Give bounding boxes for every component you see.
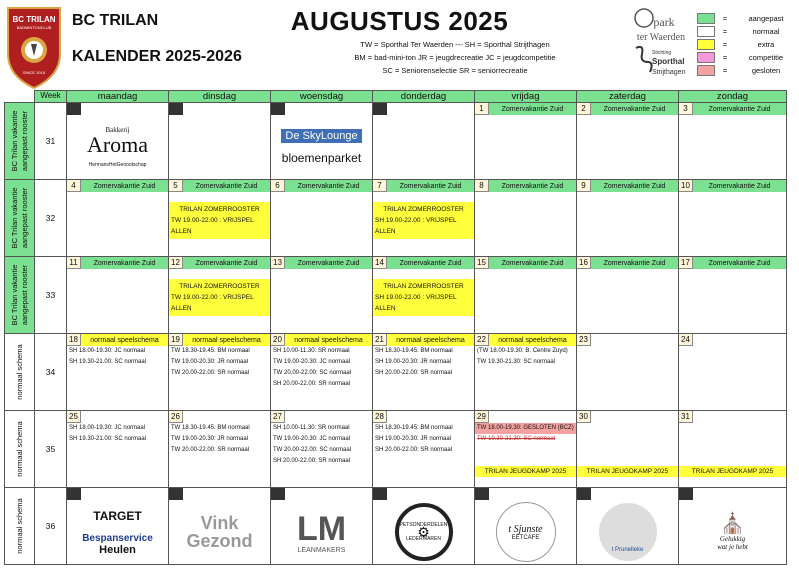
legend-row: = normaal <box>697 25 797 38</box>
week-number: 33 <box>35 257 67 334</box>
day-cell[interactable] <box>169 103 271 180</box>
closed-notice: TW 18.00-19.30: GESLOTEN (BCZ) <box>475 423 576 434</box>
day-cell[interactable] <box>373 488 475 565</box>
day-cell[interactable]: 14 Zomervakantie Zuid TRILAN ZOMERROOSTER SH 19.00-22.00 : VRIJSPEL ALLEN <box>373 257 475 334</box>
week-number: 36 <box>35 488 67 565</box>
day-cell[interactable] <box>67 103 169 180</box>
week-number: 34 <box>35 334 67 411</box>
svg-text:ter Waerden: ter Waerden <box>636 32 686 43</box>
svg-text:Strijthagen: Strijthagen <box>652 69 686 76</box>
schedule-type-label <box>5 257 35 334</box>
legend-swatch <box>697 65 715 76</box>
svg-text:Stichting: Stichting <box>652 50 672 56</box>
extra-event: TRILAN ZOMERROOSTER TW 19.00-22.00 : VRIJSPEL ALLEN <box>169 279 270 316</box>
day-cell[interactable]: 10 Zomervakantie Zuid <box>679 180 787 257</box>
day-cell[interactable]: 23 <box>577 334 679 411</box>
day-cell[interactable]: 4 Zomervakantie Zuid <box>67 180 169 257</box>
day-cell[interactable]: 2 Zomervakantie Zuid <box>577 103 679 180</box>
legend-row: = aangepast <box>697 12 797 25</box>
side-label-text: normaal schema <box>14 421 24 477</box>
park-ter-waerden-logo <box>626 4 696 82</box>
day-cell[interactable] <box>271 488 373 565</box>
day-cell[interactable]: 8 Zomervakantie Zuid <box>475 180 577 257</box>
week-number: 35 <box>35 411 67 488</box>
day-cell[interactable]: 17 Zomervakantie Zuid <box>679 257 787 334</box>
legend-swatch <box>697 52 715 63</box>
extra-event: TRILAN ZOMERROOSTER SH 19.00-22.00 : VRIJSPEL ALLEN <box>373 202 474 239</box>
day-cell[interactable] <box>475 488 577 565</box>
day-cell[interactable]: 19 normaal speelschema TW 18.30-19.45: BM normaal TW 19.00-20.30: JR normaal TW 20.00-22.00: SR normaal <box>169 334 271 411</box>
day-header-thursday: donderdag <box>373 91 475 103</box>
sponsor-skylounge-logo: De SkyLounge bloemenparket <box>281 130 362 165</box>
sponsor-target-logo: TARGET Bespanservice Heulen <box>82 508 153 556</box>
extra-event: TRILAN ZOMERROOSTER SH 19.00-22.00 : VRIJSPEL ALLEN <box>373 279 474 316</box>
sponsor-petsonderdelen-logo: PETSONDERDELEN ⚙ LEDERWAREN <box>373 500 474 564</box>
legend-row: = competitie <box>697 51 797 64</box>
day-cell[interactable]: 16 Zomervakantie Zuid <box>577 257 679 334</box>
day-header-friday: vrijdag <box>475 91 577 103</box>
side-label-text: normaal schema <box>14 498 24 554</box>
day-cell[interactable]: 13 Zomervakantie Zuid <box>271 257 373 334</box>
day-cell[interactable]: 12 Zomervakantie Zuid TRILAN ZOMERROOSTER TW 19.00-22.00 : VRIJSPEL ALLEN <box>169 257 271 334</box>
club-name: BC TRILAN <box>72 12 159 29</box>
calendar-title: KALENDER 2025-2026 <box>72 48 242 65</box>
sponsor-aroma-logo: Bakkerij Aroma HermansHetGenootschap <box>86 126 149 168</box>
day-cell[interactable]: 29 TW 18.00-19.30: GESLOTEN (BCZ) TW 19.30-21.30: SC normaal TRILAN JEUGDKAMP 2025 <box>475 411 577 488</box>
day-cell[interactable]: 25 SH 18.00-19.30: JC normaal SH 19.30-21.00: SC normaal <box>67 411 169 488</box>
sponsor-sjunste-logo: t Sjunste EETCAFE <box>475 500 576 564</box>
schedule-type-label <box>5 103 35 180</box>
jeugdkamp-event: TRILAN JEUGDKAMP 2025 <box>475 466 576 477</box>
calendar-grid <box>4 90 787 565</box>
day-cell[interactable] <box>271 103 373 180</box>
svg-text:SINCE 2018: SINCE 2018 <box>22 70 46 75</box>
day-cell[interactable]: 30 TRILAN JEUGDKAMP 2025 <box>577 411 679 488</box>
sponsor-script-logo: ⛪ Gelukkig wat je hebt <box>717 513 748 551</box>
day-header-saturday: zaterdag <box>577 91 679 103</box>
day-cell[interactable]: 3 Zomervakantie Zuid <box>679 103 787 180</box>
day-cell[interactable]: 7 Zomervakantie Zuid TRILAN ZOMERROOSTER SH 19.00-22.00 : VRIJSPEL ALLEN <box>373 180 475 257</box>
svg-text:BC TRILAN: BC TRILAN <box>12 15 56 24</box>
legend-swatch <box>697 13 715 24</box>
corner-blank <box>5 91 35 103</box>
svg-text:Sporthal: Sporthal <box>652 57 685 66</box>
color-legend <box>697 12 797 77</box>
legend-row: = gesloten <box>697 64 797 77</box>
day-cell[interactable] <box>169 488 271 565</box>
day-cell[interactable]: 11 Zomervakantie Zuid <box>67 257 169 334</box>
side-label-text: BC Trilan vakantie aangepast rooster <box>9 264 29 326</box>
day-cell[interactable]: 21 normaal speelschema SH 18.30-19.45: BM normaal SH 19.00-20.30: JR normaal SH 20.00-22.00: SR normaal <box>373 334 475 411</box>
extra-event: TRILAN ZOMERROOSTER TW 19.00-22.00 : VRIJSPEL ALLEN <box>169 202 270 239</box>
jeugdkamp-event: TRILAN JEUGDKAMP 2025 <box>679 466 786 477</box>
svg-text:park: park <box>653 15 675 29</box>
day-cell[interactable]: 9 Zomervakantie Zuid <box>577 180 679 257</box>
day-cell[interactable]: 6 Zomervakantie Zuid <box>271 180 373 257</box>
month-title: AUGUSTUS 2025 <box>290 6 509 36</box>
side-label-text: BC Trilan vakantie aangepast rooster <box>9 110 29 172</box>
sponsor-leanmakers-logo: LM LEANMAKERS <box>296 509 347 554</box>
day-cell[interactable]: 1 Zomervakantie Zuid <box>475 103 577 180</box>
abbreviation-line: TW = Sporthal Ter Waerden --- SH = Sporthal Strijthagen <box>360 40 550 49</box>
day-cell[interactable]: 22 normaal speelschema (TW 18.00-19.30: B. Centre Zuyd) TW 19.30-21.30: SC normaal <box>475 334 577 411</box>
legend-row: = extra <box>697 38 797 51</box>
day-cell[interactable]: 24 <box>679 334 787 411</box>
day-cell[interactable] <box>679 488 787 565</box>
side-label-text: BC Trilan vakantie aangepast rooster <box>9 187 29 249</box>
day-cell[interactable]: 15 Zomervakantie Zuid <box>475 257 577 334</box>
week-header: Week <box>35 91 67 103</box>
day-cell[interactable]: 5 Zomervakantie Zuid TRILAN ZOMERROOSTER TW 19.00-22.00 : VRIJSPEL ALLEN <box>169 180 271 257</box>
day-header-monday: maandag <box>67 91 169 103</box>
week-number: 32 <box>35 180 67 257</box>
day-cell[interactable]: 31 TRILAN JEUGDKAMP 2025 <box>679 411 787 488</box>
sponsor-vink-gezond-logo: Vink Gezond <box>186 513 253 551</box>
day-cell[interactable]: 26 TW 18.30-19.45: BM normaal TW 19.00-20.30: JR normaal TW 20.00-22.00: SR normaal <box>169 411 271 488</box>
schedule-type-label <box>5 411 35 488</box>
legend-swatch <box>697 26 715 37</box>
day-header-sunday: zondag <box>679 91 787 103</box>
legend-swatch <box>697 39 715 50</box>
day-cell[interactable] <box>577 488 679 565</box>
day-cell[interactable]: 27 SH 10.00-11.30: SR normaal TW 19.00-20.30: JC normaal TW 20.00-22.00: SC normaal SH 20.00-22.00: SR normaal <box>271 411 373 488</box>
svg-text:BADMINTONCLUB: BADMINTONCLUB <box>16 25 52 30</box>
schedule-type-label <box>5 334 35 411</box>
day-cell[interactable] <box>67 488 169 565</box>
day-header-tuesday: dinsdag <box>169 91 271 103</box>
day-cell[interactable] <box>373 103 475 180</box>
sponsor-prunelleke-logo: t Prunelleke <box>577 500 678 564</box>
jeugdkamp-event: TRILAN JEUGDKAMP 2025 <box>577 466 678 477</box>
abbreviation-line: SC = Seniorenselectie SR = seniorrecreatie <box>382 66 528 75</box>
day-header-wednesday: woensdag <box>271 91 373 103</box>
schedule-type-label <box>5 488 35 565</box>
day-cell[interactable]: 18 normaal speelschema SH 18.00-19.30: JC normaal SH 19.30-21.00: SC normaal <box>67 334 169 411</box>
schedule-type-label <box>5 180 35 257</box>
abbreviation-line: BM = bad-mini-ton JR = jeugdrecreatie JC = jeugdcompetitie <box>354 53 556 62</box>
week-number: 31 <box>35 103 67 180</box>
day-cell[interactable]: 28 SH 18.30-19.45: BM normaal SH 19.00-20.30: JR normaal SH 20.00-22.00: SR normaal <box>373 411 475 488</box>
side-label-text: normaal schema <box>14 344 24 400</box>
day-cell[interactable]: 20 normaal speelschema SH 10.00-11.30: SR normaal TW 19.00-20.30: JC normaal TW 20.00-22.00: SC normaal SH 20.00-22.00: SR normaal <box>271 334 373 411</box>
